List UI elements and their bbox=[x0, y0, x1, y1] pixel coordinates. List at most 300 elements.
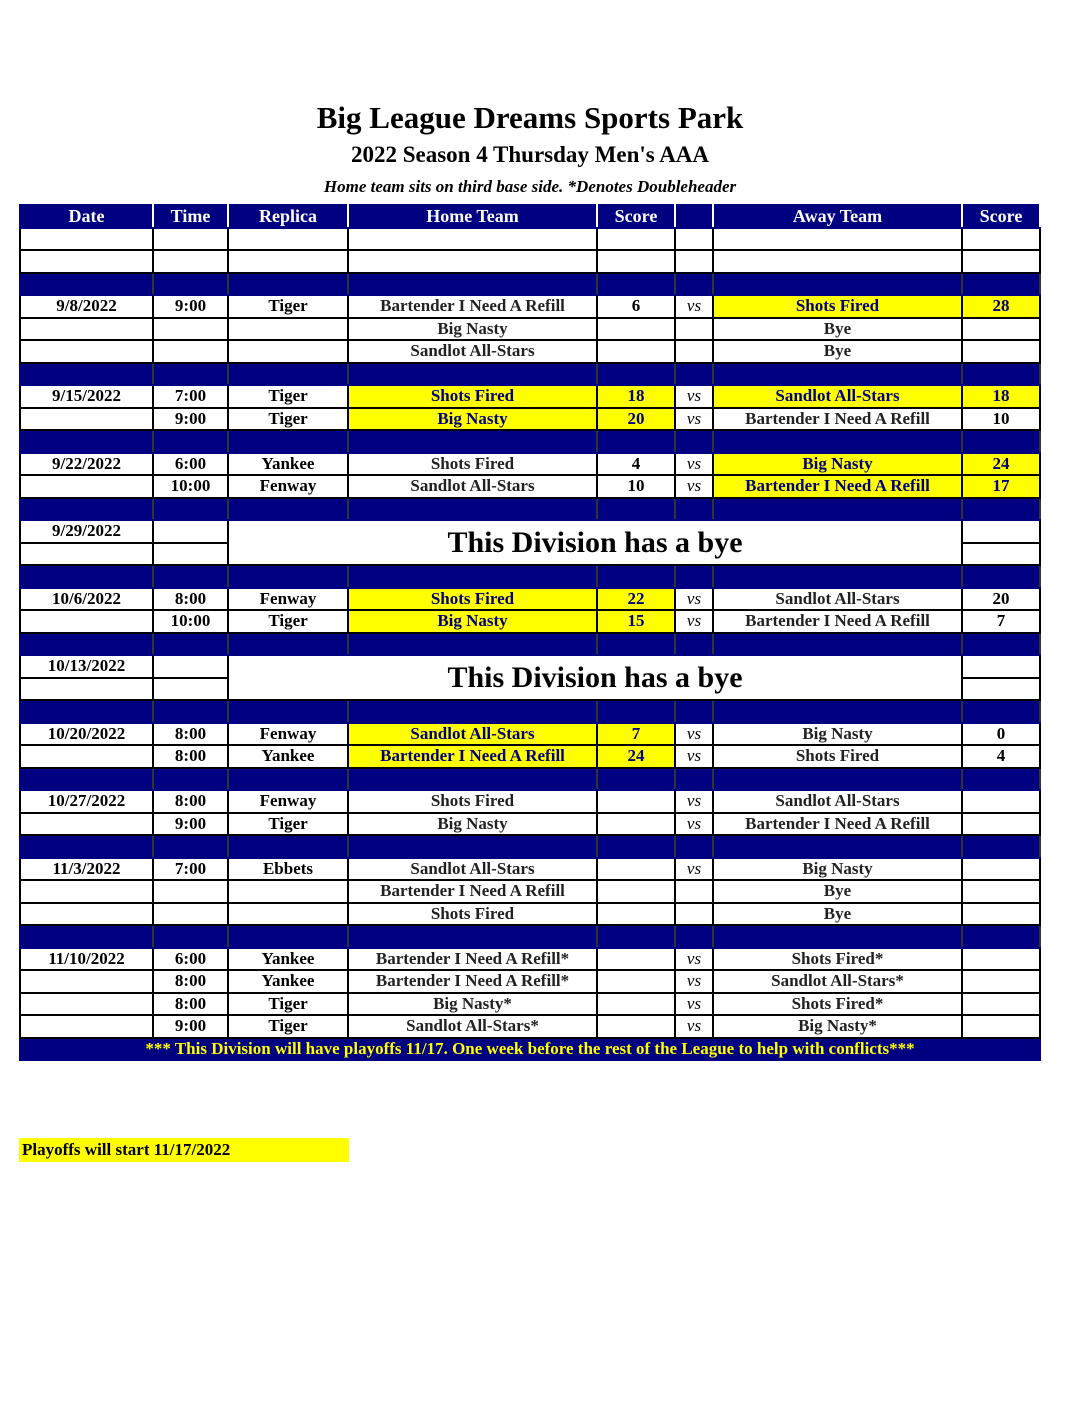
vs-cell: vs bbox=[675, 588, 713, 611]
game-row bbox=[20, 745, 1040, 768]
away-score-cell: 28 bbox=[962, 295, 1040, 318]
separator-cell bbox=[20, 363, 153, 386]
home-team-cell: Big Nasty bbox=[348, 813, 597, 836]
away-score-cell bbox=[962, 858, 1040, 881]
separator-cell bbox=[228, 565, 348, 588]
away-team-cell: Shots Fired* bbox=[713, 993, 962, 1016]
replica-field-cell: Tiger bbox=[228, 408, 348, 431]
separator-cell bbox=[348, 768, 597, 791]
date-cell bbox=[20, 745, 153, 768]
separator-cell bbox=[153, 430, 228, 453]
vs-cell: vs bbox=[675, 790, 713, 813]
date-cell bbox=[20, 970, 153, 993]
empty-cell bbox=[348, 250, 597, 273]
vs-cell: vs bbox=[675, 745, 713, 768]
date-cell bbox=[20, 903, 153, 926]
time-cell: 9:00 bbox=[153, 408, 228, 431]
separator-cell bbox=[348, 363, 597, 386]
away-team-cell: Shots Fired bbox=[713, 745, 962, 768]
empty-cell bbox=[348, 228, 597, 251]
game-row bbox=[20, 790, 1040, 813]
away-score-cell bbox=[962, 948, 1040, 971]
separator-cell bbox=[153, 565, 228, 588]
vs-cell: vs bbox=[675, 385, 713, 408]
separator-cell bbox=[20, 430, 153, 453]
date-cell bbox=[20, 1015, 153, 1038]
schedule-table bbox=[19, 204, 1041, 1061]
date-cell: 10/27/2022 bbox=[20, 790, 153, 813]
vs-cell: vs bbox=[675, 1015, 713, 1038]
home-score-cell: 24 bbox=[597, 745, 675, 768]
away-team-cell: Sandlot All-Stars bbox=[713, 588, 962, 611]
separator-cell bbox=[597, 925, 675, 948]
away-team-cell: Shots Fired* bbox=[713, 948, 962, 971]
date-cell: 10/20/2022 bbox=[20, 723, 153, 746]
home-team-cell: Big Nasty* bbox=[348, 993, 597, 1016]
home-score-cell bbox=[597, 340, 675, 363]
time-cell bbox=[153, 655, 228, 678]
separator-cell bbox=[597, 273, 675, 296]
separator-cell bbox=[713, 430, 962, 453]
date-cell: 11/10/2022 bbox=[20, 948, 153, 971]
home-score-cell bbox=[597, 790, 675, 813]
time-cell bbox=[153, 903, 228, 926]
replica-field-cell: Tiger bbox=[228, 1015, 348, 1038]
separator-cell bbox=[713, 768, 962, 791]
home-score-cell: 6 bbox=[597, 295, 675, 318]
time-cell: 9:00 bbox=[153, 1015, 228, 1038]
away-score-cell: 10 bbox=[962, 408, 1040, 431]
bye-week-row bbox=[20, 520, 1040, 543]
date-cell bbox=[20, 543, 153, 566]
game-row bbox=[20, 295, 1040, 318]
away-team-cell: Sandlot All-Stars* bbox=[713, 970, 962, 993]
empty-cell bbox=[228, 228, 348, 251]
vs-cell: vs bbox=[675, 610, 713, 633]
game-row bbox=[20, 318, 1040, 341]
home-team-cell: Big Nasty bbox=[348, 610, 597, 633]
separator-cell bbox=[597, 835, 675, 858]
vs-cell bbox=[675, 318, 713, 341]
separator-cell bbox=[228, 768, 348, 791]
home-team-cell: Bartender I Need A Refill bbox=[348, 295, 597, 318]
page-title: Big League Dreams Sports Park bbox=[316, 100, 744, 135]
date-cell bbox=[20, 408, 153, 431]
week-separator bbox=[20, 633, 1040, 656]
date-cell bbox=[20, 340, 153, 363]
replica-field-cell: Tiger bbox=[228, 385, 348, 408]
separator-cell bbox=[228, 273, 348, 296]
separator-cell bbox=[20, 273, 153, 296]
home-score-cell bbox=[597, 813, 675, 836]
separator-cell bbox=[675, 925, 713, 948]
separator-cell bbox=[153, 633, 228, 656]
vs-cell bbox=[675, 903, 713, 926]
separator-cell bbox=[675, 430, 713, 453]
separator-cell bbox=[675, 273, 713, 296]
separator-cell bbox=[675, 565, 713, 588]
separator-cell bbox=[597, 363, 675, 386]
time-cell: 8:00 bbox=[153, 790, 228, 813]
home-team-cell: Bartender I Need A Refill* bbox=[348, 948, 597, 971]
home-score-cell: 20 bbox=[597, 408, 675, 431]
separator-cell bbox=[348, 498, 597, 521]
week-separator bbox=[20, 363, 1040, 386]
header-date: Date bbox=[20, 205, 153, 228]
vs-cell: vs bbox=[675, 408, 713, 431]
season-subtitle: 2022 Season 4 Thursday Men's AAA bbox=[350, 142, 710, 167]
away-score-cell bbox=[962, 970, 1040, 993]
time-cell: 9:00 bbox=[153, 813, 228, 836]
empty-cell bbox=[597, 250, 675, 273]
separator-cell bbox=[348, 430, 597, 453]
empty-cell bbox=[713, 228, 962, 251]
date-cell: 10/13/2022 bbox=[20, 655, 153, 678]
table-header bbox=[20, 205, 1040, 228]
playoffs-start-note: Playoffs will start 11/17/2022 bbox=[19, 1138, 349, 1162]
away-team-cell: Bartender I Need A Refill bbox=[713, 610, 962, 633]
separator-cell bbox=[713, 925, 962, 948]
date-cell: 9/15/2022 bbox=[20, 385, 153, 408]
empty-cell bbox=[962, 250, 1040, 273]
week-separator bbox=[20, 273, 1040, 296]
vs-cell: vs bbox=[675, 723, 713, 746]
game-row bbox=[20, 903, 1040, 926]
empty-cell bbox=[962, 228, 1040, 251]
home-team-cell: Shots Fired bbox=[348, 588, 597, 611]
date-cell: 9/22/2022 bbox=[20, 453, 153, 476]
header-time: Time bbox=[153, 205, 228, 228]
vs-cell: vs bbox=[675, 295, 713, 318]
separator-cell bbox=[962, 633, 1040, 656]
separator-cell bbox=[962, 498, 1040, 521]
away-team-cell: Big Nasty bbox=[713, 858, 962, 881]
away-score-cell bbox=[962, 903, 1040, 926]
home-team-cell: Shots Fired bbox=[348, 385, 597, 408]
away-score-cell bbox=[962, 993, 1040, 1016]
time-cell: 6:00 bbox=[153, 948, 228, 971]
home-team-cell: Sandlot All-Stars bbox=[348, 475, 597, 498]
separator-cell bbox=[348, 273, 597, 296]
separator-cell bbox=[713, 273, 962, 296]
replica-field-cell: Tiger bbox=[228, 813, 348, 836]
separator-cell bbox=[675, 700, 713, 723]
empty-cell bbox=[153, 250, 228, 273]
game-row bbox=[20, 970, 1040, 993]
separator-cell bbox=[597, 633, 675, 656]
separator-cell bbox=[713, 633, 962, 656]
header-vs bbox=[675, 205, 713, 228]
vs-cell: vs bbox=[675, 858, 713, 881]
away-score-cell: 24 bbox=[962, 453, 1040, 476]
separator-cell bbox=[713, 565, 962, 588]
game-row bbox=[20, 813, 1040, 836]
home-team-cell: Bartender I Need A Refill* bbox=[348, 970, 597, 993]
playoffs-banner-row bbox=[20, 1038, 1040, 1061]
separator-cell bbox=[962, 925, 1040, 948]
time-cell: 8:00 bbox=[153, 993, 228, 1016]
away-score-cell bbox=[962, 880, 1040, 903]
separator-cell bbox=[348, 700, 597, 723]
game-row bbox=[20, 340, 1040, 363]
vs-cell: vs bbox=[675, 475, 713, 498]
time-cell bbox=[153, 318, 228, 341]
empty-cell bbox=[20, 250, 153, 273]
away-score-cell bbox=[962, 813, 1040, 836]
away-team-cell: Big Nasty bbox=[713, 453, 962, 476]
separator-cell bbox=[228, 498, 348, 521]
separator-cell bbox=[675, 498, 713, 521]
away-score-cell bbox=[962, 1015, 1040, 1038]
vs-cell: vs bbox=[675, 453, 713, 476]
away-score-cell: 18 bbox=[962, 385, 1040, 408]
vs-cell bbox=[675, 880, 713, 903]
separator-cell bbox=[153, 768, 228, 791]
vs-cell: vs bbox=[675, 970, 713, 993]
date-cell: 10/6/2022 bbox=[20, 588, 153, 611]
away-score-cell bbox=[962, 655, 1040, 678]
home-team-cell: Sandlot All-Stars* bbox=[348, 1015, 597, 1038]
game-row bbox=[20, 610, 1040, 633]
time-cell: 8:00 bbox=[153, 588, 228, 611]
separator-cell bbox=[348, 633, 597, 656]
separator-cell bbox=[962, 565, 1040, 588]
away-team-cell: Bye bbox=[713, 903, 962, 926]
away-score-cell bbox=[962, 678, 1040, 701]
home-team-cell: Sandlot All-Stars bbox=[348, 858, 597, 881]
playoffs-banner: *** This Division will have playoffs 11/17. One week before the rest of the League to help with conflicts*** bbox=[20, 1038, 1040, 1061]
away-score-cell bbox=[962, 340, 1040, 363]
home-team-cell: Sandlot All-Stars bbox=[348, 340, 597, 363]
away-score-cell bbox=[962, 543, 1040, 566]
replica-field-cell: Tiger bbox=[228, 295, 348, 318]
home-score-cell: 4 bbox=[597, 453, 675, 476]
empty-cell bbox=[153, 228, 228, 251]
home-score-cell bbox=[597, 903, 675, 926]
vs-cell bbox=[675, 340, 713, 363]
time-cell: 7:00 bbox=[153, 385, 228, 408]
time-cell bbox=[153, 340, 228, 363]
away-score-cell bbox=[962, 318, 1040, 341]
empty-cell bbox=[597, 228, 675, 251]
bye-week-row bbox=[20, 655, 1040, 678]
away-score-cell bbox=[962, 790, 1040, 813]
replica-field-cell bbox=[228, 318, 348, 341]
separator-cell bbox=[962, 273, 1040, 296]
time-cell bbox=[153, 678, 228, 701]
empty-cell bbox=[20, 228, 153, 251]
date-cell bbox=[20, 678, 153, 701]
empty-cell bbox=[675, 228, 713, 251]
away-team-cell: Sandlot All-Stars bbox=[713, 790, 962, 813]
away-team-cell: Bye bbox=[713, 318, 962, 341]
replica-field-cell: Tiger bbox=[228, 993, 348, 1016]
separator-cell bbox=[228, 835, 348, 858]
separator-cell bbox=[675, 835, 713, 858]
away-team-cell: Sandlot All-Stars bbox=[713, 385, 962, 408]
time-cell bbox=[153, 543, 228, 566]
time-cell bbox=[153, 520, 228, 543]
time-cell: 7:00 bbox=[153, 858, 228, 881]
separator-cell bbox=[153, 700, 228, 723]
date-cell bbox=[20, 318, 153, 341]
game-row bbox=[20, 723, 1040, 746]
time-cell: 8:00 bbox=[153, 745, 228, 768]
date-cell bbox=[20, 610, 153, 633]
time-cell: 8:00 bbox=[153, 723, 228, 746]
game-row bbox=[20, 408, 1040, 431]
separator-cell bbox=[348, 925, 597, 948]
time-cell: 8:00 bbox=[153, 970, 228, 993]
vs-cell: vs bbox=[675, 993, 713, 1016]
separator-cell bbox=[20, 633, 153, 656]
home-team-cell: Shots Fired bbox=[348, 790, 597, 813]
separator-cell bbox=[153, 925, 228, 948]
home-score-cell: 7 bbox=[597, 723, 675, 746]
separator-cell bbox=[348, 565, 597, 588]
home-team-cell: Big Nasty bbox=[348, 408, 597, 431]
away-score-cell: 7 bbox=[962, 610, 1040, 633]
away-team-cell: Bartender I Need A Refill bbox=[713, 813, 962, 836]
separator-cell bbox=[153, 835, 228, 858]
separator-cell bbox=[228, 363, 348, 386]
home-score-cell bbox=[597, 1015, 675, 1038]
home-team-cell: Big Nasty bbox=[348, 318, 597, 341]
separator-cell bbox=[962, 363, 1040, 386]
away-team-cell: Bye bbox=[713, 880, 962, 903]
week-separator bbox=[20, 768, 1040, 791]
away-score-cell: 17 bbox=[962, 475, 1040, 498]
separator-cell bbox=[20, 835, 153, 858]
away-team-cell: Bartender I Need A Refill bbox=[713, 475, 962, 498]
separator-cell bbox=[597, 700, 675, 723]
date-cell bbox=[20, 880, 153, 903]
away-team-cell: Big Nasty* bbox=[713, 1015, 962, 1038]
replica-field-cell: Fenway bbox=[228, 475, 348, 498]
header-replica: Replica bbox=[228, 205, 348, 228]
time-cell bbox=[153, 880, 228, 903]
away-score-cell: 20 bbox=[962, 588, 1040, 611]
game-row bbox=[20, 1015, 1040, 1038]
away-team-cell: Big Nasty bbox=[713, 723, 962, 746]
home-score-cell: 10 bbox=[597, 475, 675, 498]
game-row bbox=[20, 948, 1040, 971]
home-score-cell bbox=[597, 970, 675, 993]
separator-cell bbox=[20, 925, 153, 948]
separator-cell bbox=[713, 835, 962, 858]
separator-cell bbox=[348, 835, 597, 858]
header-home-score: Score bbox=[597, 205, 675, 228]
separator-cell bbox=[675, 633, 713, 656]
week-separator bbox=[20, 700, 1040, 723]
home-team-cell: Shots Fired bbox=[348, 453, 597, 476]
game-row bbox=[20, 453, 1040, 476]
time-cell: 10:00 bbox=[153, 610, 228, 633]
empty-cell bbox=[713, 250, 962, 273]
replica-field-cell bbox=[228, 880, 348, 903]
home-score-cell: 18 bbox=[597, 385, 675, 408]
separator-cell bbox=[20, 498, 153, 521]
week-separator bbox=[20, 835, 1040, 858]
separator-cell bbox=[675, 363, 713, 386]
week-separator bbox=[20, 498, 1040, 521]
game-row bbox=[20, 588, 1040, 611]
replica-field-cell: Yankee bbox=[228, 948, 348, 971]
week-separator bbox=[20, 925, 1040, 948]
replica-field-cell: Fenway bbox=[228, 588, 348, 611]
separator-cell bbox=[597, 565, 675, 588]
vs-cell: vs bbox=[675, 813, 713, 836]
replica-field-cell: Yankee bbox=[228, 453, 348, 476]
replica-field-cell bbox=[228, 903, 348, 926]
week-separator bbox=[20, 430, 1040, 453]
separator-cell bbox=[597, 430, 675, 453]
replica-field-cell: Yankee bbox=[228, 970, 348, 993]
replica-field-cell bbox=[228, 340, 348, 363]
away-score-cell bbox=[962, 520, 1040, 543]
vs-cell: vs bbox=[675, 948, 713, 971]
separator-cell bbox=[597, 498, 675, 521]
separator-cell bbox=[153, 498, 228, 521]
home-team-cell: Bartender I Need A Refill bbox=[348, 880, 597, 903]
separator-cell bbox=[228, 925, 348, 948]
separator-cell bbox=[20, 700, 153, 723]
home-team-cell: Shots Fired bbox=[348, 903, 597, 926]
separator-cell bbox=[153, 273, 228, 296]
separator-cell bbox=[962, 700, 1040, 723]
home-score-cell bbox=[597, 318, 675, 341]
empty-cell bbox=[675, 250, 713, 273]
date-cell: 11/3/2022 bbox=[20, 858, 153, 881]
separator-cell bbox=[713, 363, 962, 386]
home-score-cell bbox=[597, 993, 675, 1016]
date-cell bbox=[20, 813, 153, 836]
replica-field-cell: Fenway bbox=[228, 790, 348, 813]
separator-cell bbox=[713, 498, 962, 521]
separator-cell bbox=[228, 700, 348, 723]
blank-row bbox=[20, 250, 1040, 273]
separator-cell bbox=[597, 768, 675, 791]
date-cell bbox=[20, 475, 153, 498]
replica-field-cell: Yankee bbox=[228, 745, 348, 768]
away-team-cell: Bartender I Need A Refill bbox=[713, 408, 962, 431]
separator-cell bbox=[962, 768, 1040, 791]
replica-field-cell: Fenway bbox=[228, 723, 348, 746]
separator-cell bbox=[228, 633, 348, 656]
empty-cell bbox=[228, 250, 348, 273]
home-team-cell: Sandlot All-Stars bbox=[348, 723, 597, 746]
home-team-cell: Bartender I Need A Refill bbox=[348, 745, 597, 768]
time-cell: 10:00 bbox=[153, 475, 228, 498]
separator-cell bbox=[20, 565, 153, 588]
schedule-note: Home team sits on third base side. *Denotes Doubleheader bbox=[323, 177, 737, 196]
time-cell: 6:00 bbox=[153, 453, 228, 476]
game-row bbox=[20, 993, 1040, 1016]
header-home-team: Home Team bbox=[348, 205, 597, 228]
game-row bbox=[20, 858, 1040, 881]
separator-cell bbox=[675, 768, 713, 791]
separator-cell bbox=[20, 768, 153, 791]
header-away-team: Away Team bbox=[713, 205, 962, 228]
week-separator bbox=[20, 565, 1040, 588]
separator-cell bbox=[962, 835, 1040, 858]
game-row bbox=[20, 475, 1040, 498]
away-team-cell: Bye bbox=[713, 340, 962, 363]
away-team-cell: Shots Fired bbox=[713, 295, 962, 318]
home-score-cell: 22 bbox=[597, 588, 675, 611]
home-score-cell: 15 bbox=[597, 610, 675, 633]
away-score-cell: 0 bbox=[962, 723, 1040, 746]
